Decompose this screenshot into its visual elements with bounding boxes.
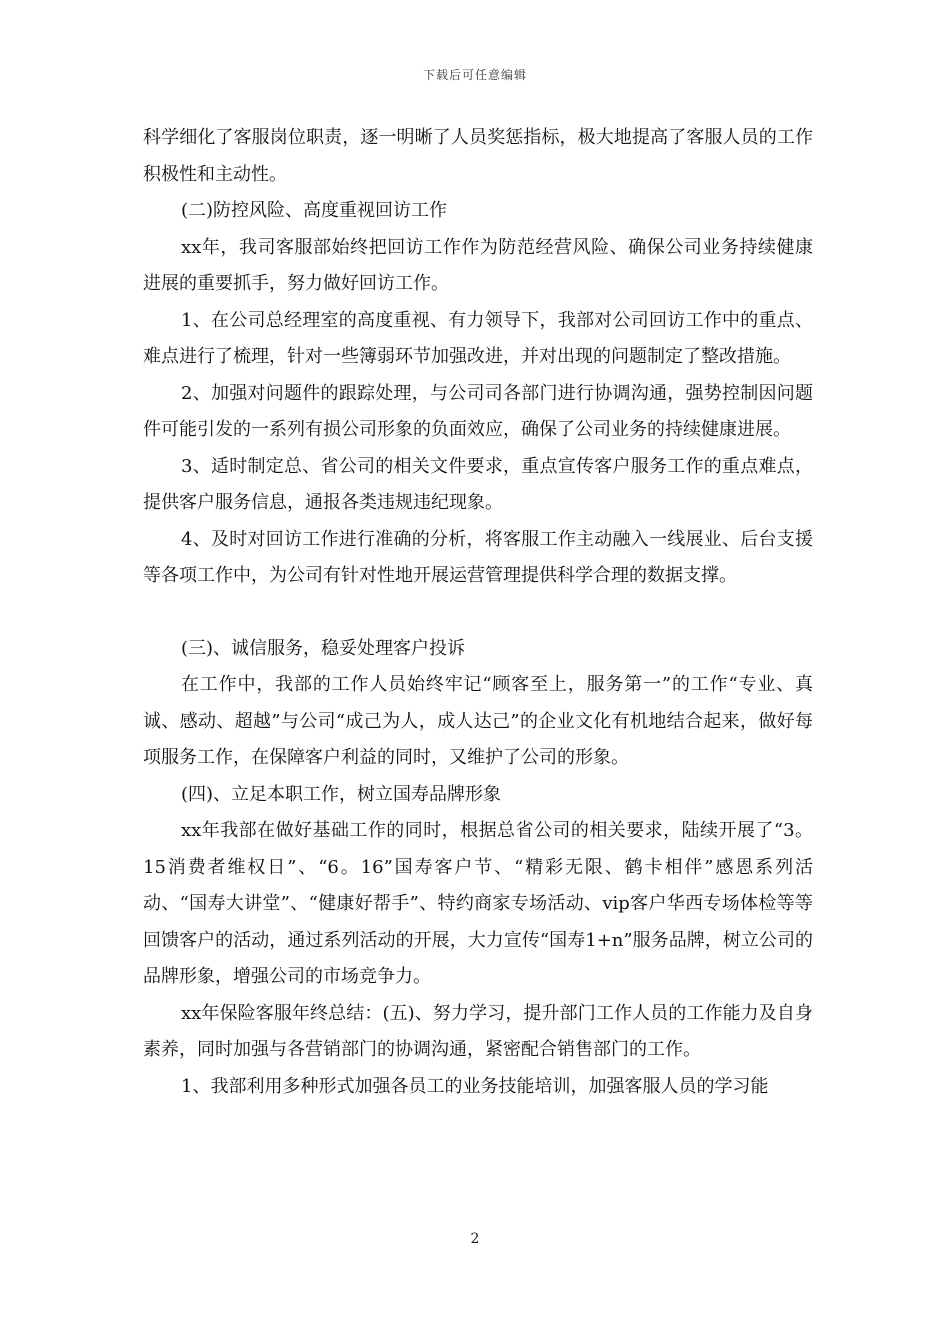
paragraph: 在工作中，我部的工作人员始终牢记“顾客至上，服务第一”的工作“专业、真诚、感动、超越”与公司“成己为人，成人达己”的企业文化有机地结合起来，做好每项服务工作，在保障客户利益的同时，又维护了公司的形象。 bbox=[143, 674, 813, 768]
list-item: 4、及时对回访工作进行准确的分析，将客服工作主动融入一线展业、后台支援等各项工作中，为公司有针对性地开展运营管理提供科学合理的数据支撑。 bbox=[143, 528, 813, 586]
paragraph: xx年保险客服年终总结：(五)、努力学习，提升部门工作人员的工作能力及自身素养，同时加强与各营销部门的协调沟通，紧密配合销售部门的工作。 bbox=[143, 1002, 813, 1060]
list-item: 2、加强对问题件的跟踪处理，与公司司各部门进行协调沟通，强势控制因问题件可能引发的一系列有损公司形象的负面效应，确保了公司业务的持续健康进展。 bbox=[143, 382, 813, 440]
section-heading: (二)防控风险、高度重视回访工作 bbox=[181, 200, 448, 221]
page-header: 下载后可任意编辑 bbox=[422, 68, 527, 82]
list-item: 3、适时制定总、省公司的相关文件要求，重点宣传客户服务工作的重点难点，提供客户服务信息，通报各类违规违纪现象。 bbox=[143, 455, 813, 513]
page-number: 2 bbox=[470, 1231, 480, 1247]
section-heading: (三)、诚信服务，稳妥处理客户投诉 bbox=[181, 637, 466, 659]
section-heading: (四)、立足本职工作，树立国寿品牌形象 bbox=[181, 783, 502, 805]
list-item: 1、我部利用多种形式加强各员工的业务技能培训，加强客服人员的学习能 bbox=[181, 1075, 769, 1097]
paragraph-gap bbox=[143, 595, 813, 631]
paragraph: 科学细化了客服岗位职责，逐一明晰了人员奖惩指标，极大地提高了客服人员的工作积极性和主动性。 bbox=[143, 127, 813, 185]
document-body bbox=[143, 120, 813, 1105]
paragraph: xx年，我司客服部始终把回访工作作为防范经营风险、确保公司业务持续健康进展的重要抓手，努力做好回访工作。 bbox=[143, 236, 813, 294]
list-item: 1、在公司总经理室的高度重视、有力领导下，我部对公司回访工作中的重点、难点进行了梳理，针对一些簿弱环节加强改进，并对出现的问题制定了整改措施。 bbox=[143, 309, 813, 367]
paragraph: xx年我部在做好基础工作的同时，根据总省公司的相关要求，陆续开展了“3。15消费者维权日”、“6。16”国寿客户节、“精彩无限、鹤卡相伴”感恩系列活动、“国寿大讲堂”、“健康好帮手”、特约商家专场活动、vip客户华西专场体检等等回馈客户的活动，通过系列活动的开展，大力宣传“国寿1+n”服务品牌，树立公司的品牌形象，增强公司的市场竞争力。 bbox=[143, 820, 813, 987]
